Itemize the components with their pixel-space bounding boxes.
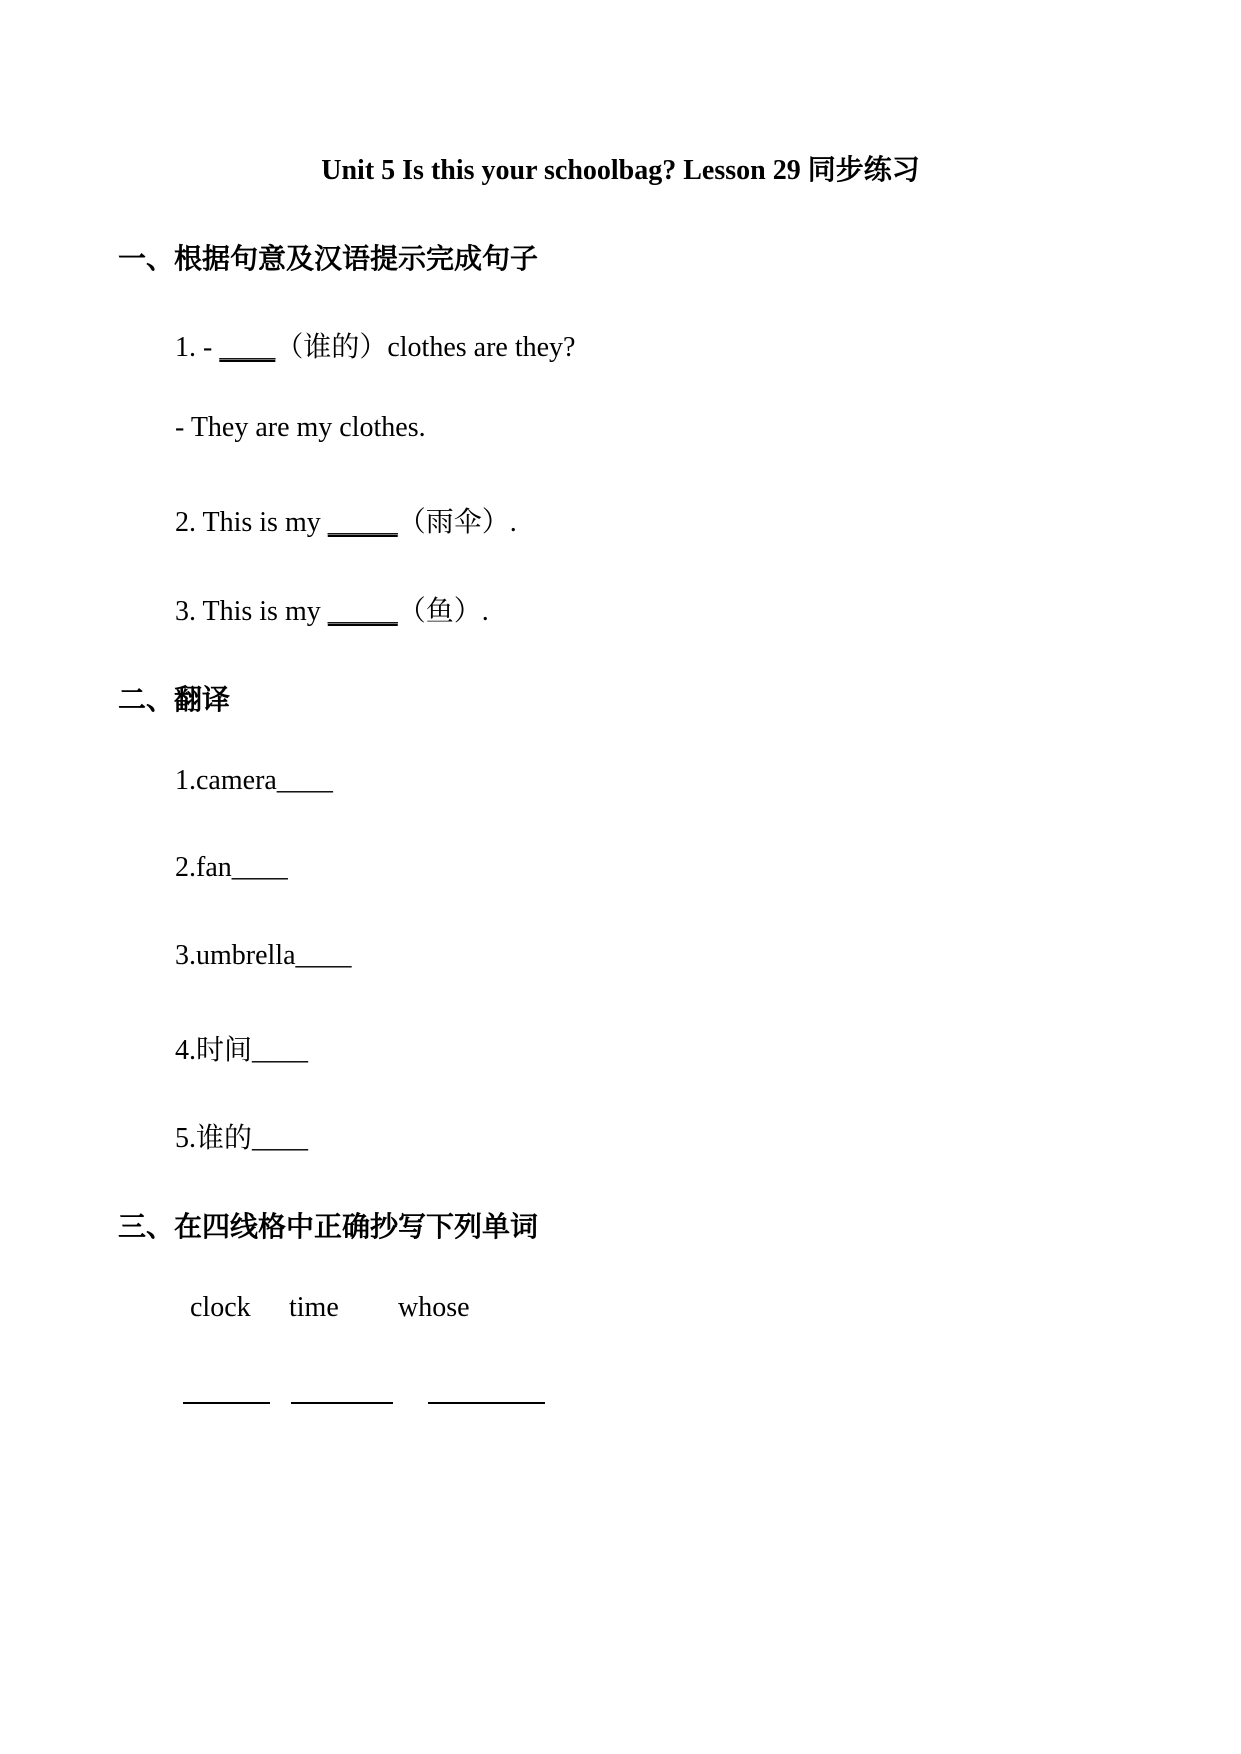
copy-word-clock: clock: [190, 1292, 251, 1323]
translation-item: 4.时间____: [175, 1035, 309, 1066]
question-2-blank: _____: [327, 507, 398, 538]
question-2-prefix: 2. This is my: [175, 507, 328, 538]
copy-word-whose: whose: [398, 1292, 470, 1323]
copy-word-time: time: [289, 1292, 339, 1323]
translation-item: 5.谁的____: [175, 1123, 309, 1154]
question-2: [175, 500, 517, 540]
question-2-suffix: （雨伞）.: [397, 507, 517, 538]
translation-item: 3.umbrella____: [175, 940, 352, 971]
section-1-heading: 一、根据句意及汉语提示完成句子: [118, 244, 539, 275]
translation-item: 1.camera____: [175, 765, 333, 796]
page-title: Unit 5 Is this your schoolbag? Lesson 29 同步练习: [321, 155, 920, 186]
question-1-blank: ____: [219, 332, 276, 363]
question-3-blank: _____: [327, 596, 398, 627]
question-1: [175, 325, 575, 365]
question-1-suffix: （谁的）clothes are they?: [275, 332, 576, 363]
section-3-heading: 三、在四线格中正确抄写下列单词: [118, 1212, 539, 1243]
question-3: [175, 589, 489, 629]
translation-item: 2.fan____: [175, 852, 288, 883]
question-3-prefix: 3. This is my: [175, 596, 328, 627]
copy-answer-line: [183, 1402, 270, 1404]
question-3-suffix: （鱼）.: [397, 596, 489, 627]
section-2-heading: 二、翻译: [118, 685, 231, 716]
copy-answer-line: [428, 1402, 545, 1404]
copy-answer-line: [291, 1402, 393, 1404]
question-1-answer: - They are my clothes.: [175, 412, 426, 443]
question-1-prefix: 1. -: [175, 332, 220, 363]
